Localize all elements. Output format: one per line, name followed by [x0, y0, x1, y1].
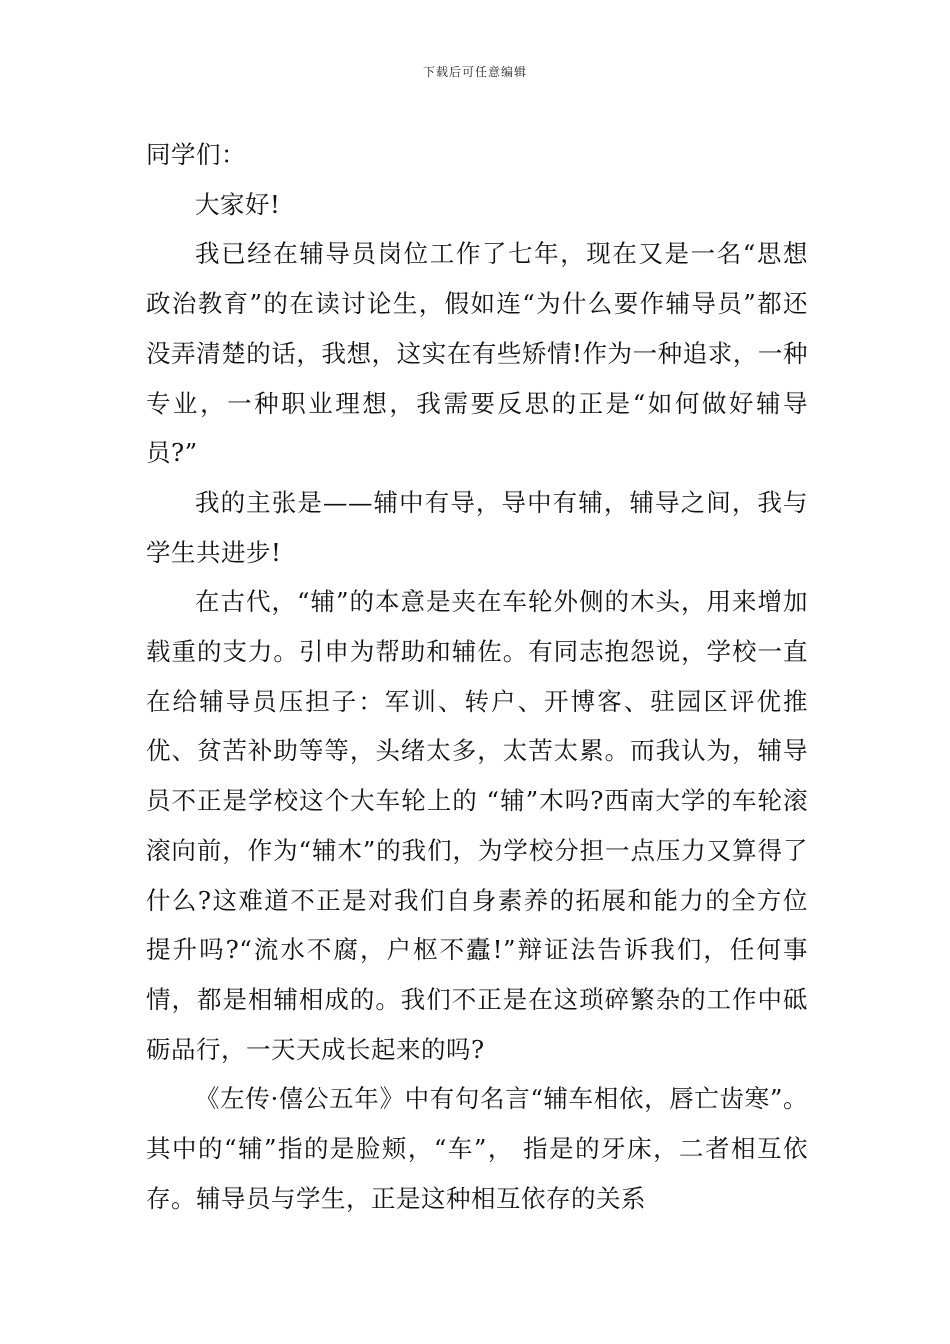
greeting-line: 同学们：	[146, 140, 246, 169]
document-body	[146, 130, 808, 1223]
paragraph-thesis: 我的主张是——辅中有导，导中有辅，辅导之间，我与学生共进步!	[146, 487, 808, 567]
paragraph-meaning-of-fu: 在古代，“辅”的本意是夹在车轮外侧的木头，用来增加载重的支力。引申为帮助和辅佐。有同志抱怨说，学校一直在给辅导员压担子：军训、转户、开博客、驻园区评优推优、贫苦补助等等，头绪太多，太苦太累。而我认为，辅导员不正是学校这个大车轮上的 “辅”木吗?西南大学的车轮滚滚向前，作为“辅木”的我们，为学校分担一点压力又算得了什么?这难道不正是对我们自身素养的拓展和能力的全方位提升吗?“流水不腐，户枢不蠹!”辩证法告诉我们，任何事情，都是相辅相成的。我们不正是在这琐碎繁杂的工作中砥砺品行，一天天成长起来的吗?	[146, 587, 808, 1064]
paragraph-salutation: 大家好!	[195, 189, 281, 219]
paragraph-zuozhuan-quote: 《左传·僖公五年》中有句名言“辅车相依，唇亡齿寒”。其中的“辅”指的是脸颊，“车”， 指是的牙床，二者相互依存。辅导员与学生，正是这种相互依存的关系	[146, 1084, 808, 1213]
paragraph-intro: 我已经在辅导员岗位工作了七年，现在又是一名“思想政治教育”的在读讨论生，假如连“为什么要作辅导员”都还没弄清楚的话，我想，这实在有些矫情!作为一种追求，一种专业，一种职业理想，我需要反思的正是“如何做好辅导员?”	[146, 239, 808, 468]
page-header-note: 下载后可任意编辑	[422, 65, 527, 79]
